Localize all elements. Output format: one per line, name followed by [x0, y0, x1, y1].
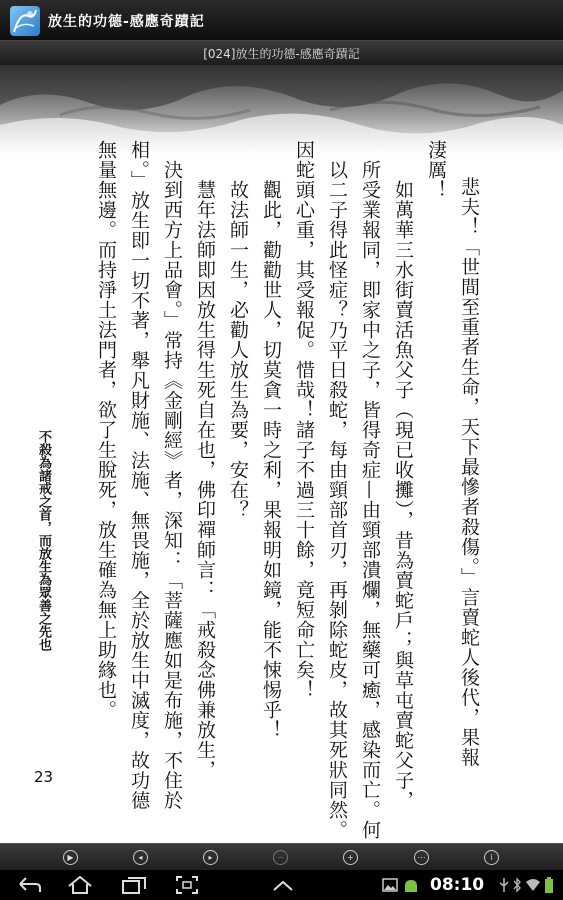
text-column: 決到西方上品會。」常持《金剛經》者，深知：「菩薩應如是布施，不住於 [161, 160, 183, 811]
text-column: 觀此，勸勸世人，切莫貪一時之利，果報明如鏡，能不悚惕乎！ [260, 160, 282, 740]
text-column: 相。」放生即一切不著，舉凡財施、法施、無畏施，全於放生中滅度，故功德 [128, 140, 150, 811]
text-column: 悲夫！「世間至重者生命，天下最慘者殺傷。」言賣蛇人後代，果報 [458, 177, 480, 768]
play-icon[interactable]: ▶ [63, 850, 78, 865]
book-page[interactable] [0, 65, 563, 843]
zoom-out-icon[interactable]: − [273, 850, 288, 865]
chevron-up-icon[interactable] [270, 874, 296, 896]
text-column: 無量無邊。而持淨土法門者，欲了生脫死，放生確為無上助緣也。 [95, 140, 117, 720]
battery-icon [544, 877, 554, 893]
android-notification-icon [402, 877, 420, 893]
home-icon[interactable] [66, 874, 94, 896]
app-icon[interactable] [10, 6, 40, 36]
status-clock: 08:10 [430, 875, 485, 895]
zoom-in-icon[interactable]: + [343, 850, 358, 865]
text-column: 以二子得此怪症？乃平日殺蛇，每由頸部首刃，再剝除蛇皮，故其死狀同然。 [326, 160, 348, 840]
screenshot-icon[interactable] [174, 874, 200, 896]
chapter-title: [024]放生的功德-感應奇蹟記 [203, 47, 360, 61]
text-column: 所受業報同，即家中之子，皆得奇症—由頸部潰爛，無藥可癒，感染而亡。何 [359, 160, 381, 840]
reader-toolbar [0, 843, 563, 871]
page-number: 23 [34, 768, 54, 786]
side-note: 不殺為諸戒之首，而放生為眾善之先也 [36, 430, 51, 651]
text-column: 如萬華三水街賣活魚父子（現已收攤），昔為賣蛇戶；與草屯賣蛇父子， [392, 160, 414, 811]
previous-icon[interactable]: ◂ [133, 850, 148, 865]
system-nav-bar [0, 870, 563, 900]
text-column: 因蛇頭心重，其受報促。惜哉！諸子不過三十餘，竟短命亡矣！ [293, 140, 315, 700]
text-column: 慧年法師即因放生得生死自在也，佛印禪師言：「戒殺念佛兼放生， [194, 160, 216, 780]
chapter-bar [0, 41, 563, 65]
back-icon[interactable] [16, 874, 42, 896]
usb-icon [498, 877, 510, 893]
ink-wash-header-art [0, 65, 563, 155]
gallery-notification-icon [382, 877, 398, 893]
next-icon[interactable]: ▸ [203, 850, 218, 865]
bluetooth-icon [512, 877, 522, 893]
wifi-icon [525, 877, 541, 893]
text-column: 淒厲！ [425, 140, 447, 200]
recent-apps-icon[interactable] [120, 874, 148, 896]
more-icon[interactable]: ⋯ [414, 850, 429, 865]
info-icon[interactable]: i [484, 850, 499, 865]
text-column: 故法師一生，必勸人放生為要，安在？ [227, 160, 249, 520]
title-bar [0, 0, 563, 41]
app-title: 放生的功德-感應奇蹟記 [48, 14, 205, 30]
